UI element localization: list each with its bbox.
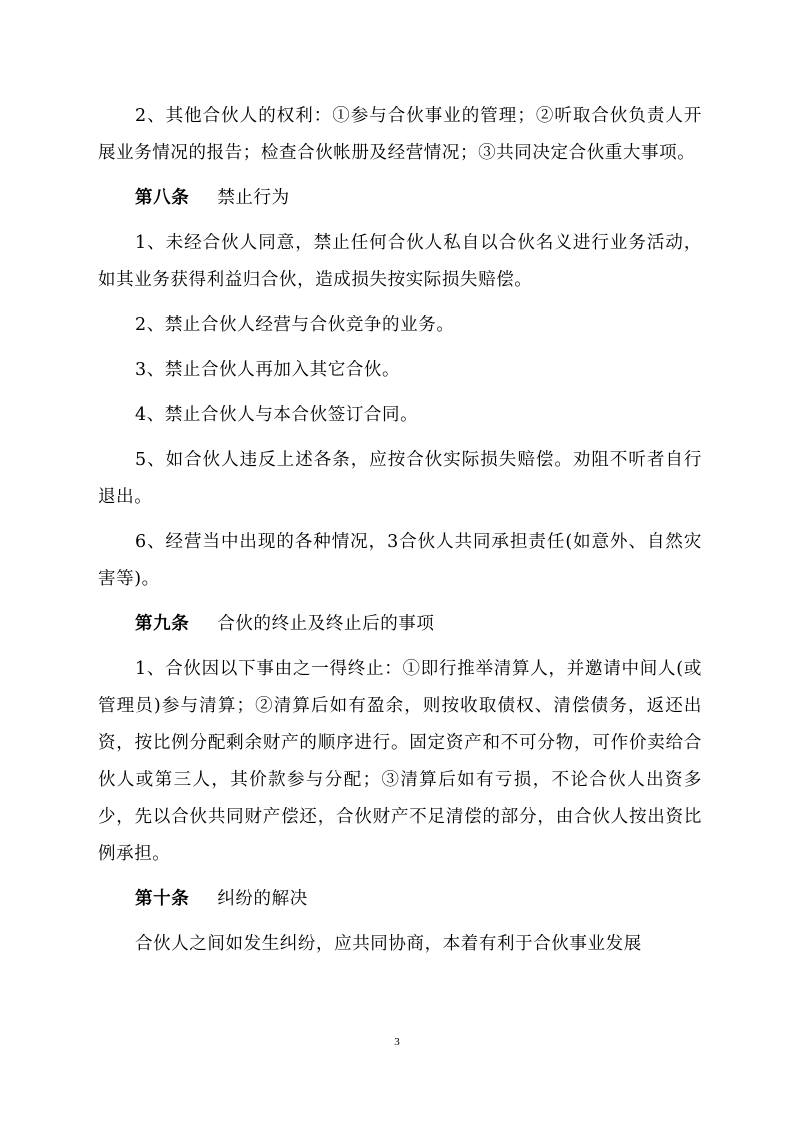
paragraph: 5、如合伙人违反上述各条，应按合伙实际损失赔偿。劝阻不听者自行退出。 — [98, 450, 702, 507]
article-title: 纠纷的解决 — [217, 889, 308, 909]
page-number: 3 — [394, 1036, 400, 1048]
article-number: 第九条 — [135, 614, 190, 634]
paragraph: 4、禁止合伙人与本合伙签订合同。 — [135, 405, 419, 425]
paragraph: 1、合伙因以下事由之一得终止：①即行推举清算人，并邀请中间人(或管理员)参与清算；②清算后如有盈余，则按收取债权、清偿债务，返还出资，按比例分配剩余财产的顺序进行。固定资产和不可分物，可作价卖给合伙人或第三人，其价款参与分配；③清算后如有亏损，不论合伙人出资多少，先以合伙共同财产偿还，合伙财产不足清偿的部分，由合伙人按出资比例承担。 — [98, 659, 702, 864]
paragraph: 2、禁止合伙人经营与合伙竞争的业务。 — [135, 315, 455, 335]
article-number: 第八条 — [135, 188, 190, 208]
document-body — [98, 98, 702, 971]
article-heading — [98, 606, 702, 643]
article-title: 合伙的终止及终止后的事项 — [217, 614, 435, 634]
paragraph: 合伙人之间如发生纠纷，应共同协商，本着有利于合伙事业发展 — [135, 934, 642, 954]
article-title: 禁止行为 — [217, 188, 290, 208]
article-heading — [98, 180, 702, 217]
article-heading — [98, 881, 702, 918]
article-number: 第十条 — [135, 889, 190, 909]
paragraph: 1、未经合伙人同意，禁止任何合伙人私自以合伙名义进行业务活动，如其业务获得利益归合伙，造成损失按实际损失赔偿。 — [98, 233, 702, 290]
paragraph: 2、其他合伙人的权利：①参与合伙事业的管理；②听取合伙负责人开展业务情况的报告；检查合伙帐册及经营情况；③共同决定合伙重大事项。 — [98, 106, 702, 163]
paragraph: 6、经营当中出现的各种情况，3合伙人共同承担责任(如意外、自然灾害等)。 — [98, 532, 702, 589]
paragraph: 3、禁止合伙人再加入其它合伙。 — [135, 360, 401, 380]
